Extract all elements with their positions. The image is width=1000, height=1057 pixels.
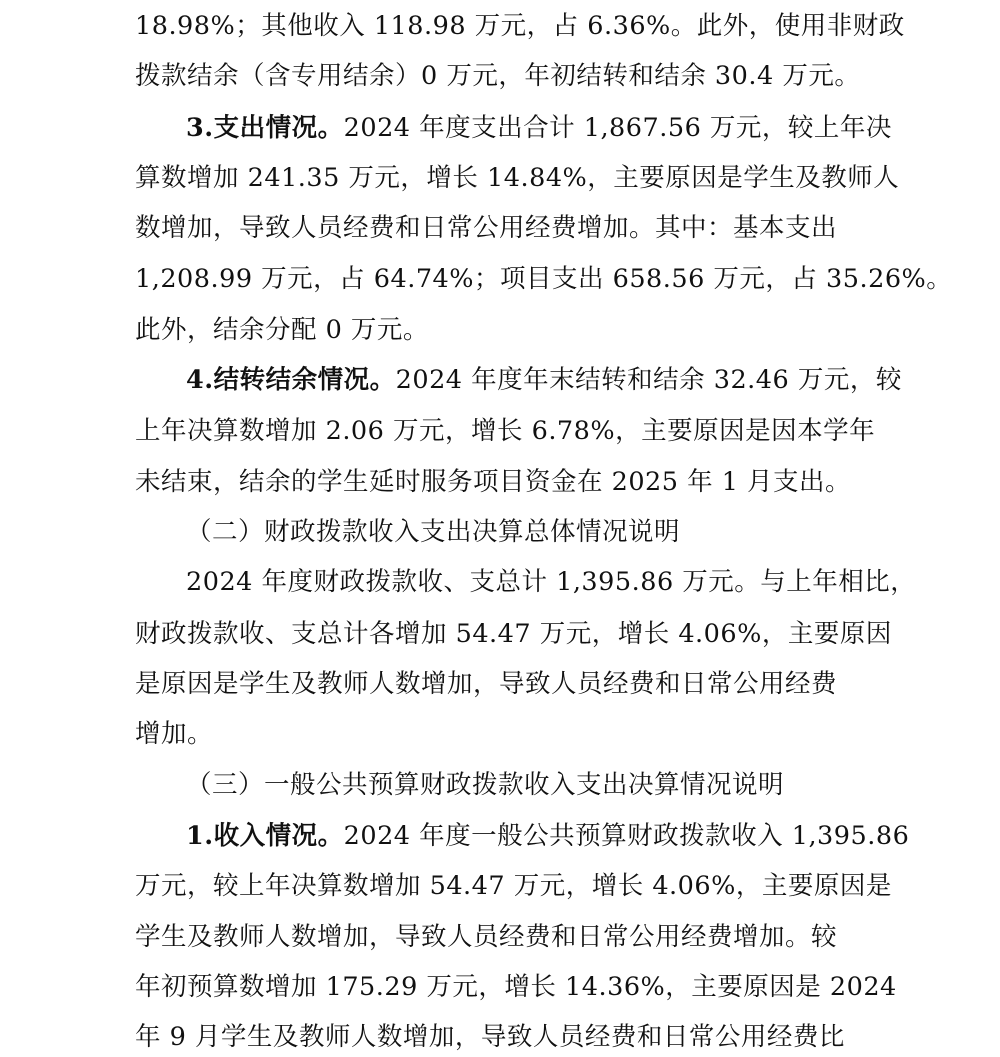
section-lead-carryover: 4.结转结余情况。	[186, 365, 396, 395]
paragraph-line: 数增加，导致人员经费和日常公用经费增加。其中：基本支出	[135, 213, 838, 243]
paragraph-line	[186, 108, 936, 148]
paragraph-line	[186, 360, 936, 400]
paragraph-text: 2024 年度年末结转和结余 32.46 万元，较	[395, 365, 902, 395]
paragraph-line: 18.98%；其他收入 118.98 万元，占 6.36%。此外，使用非财政	[135, 11, 905, 41]
section-heading: （二）财政拨款收入支出决算总体情况说明	[186, 517, 681, 547]
section-lead-expense: 3.支出情况。	[186, 113, 344, 143]
paragraph-line: 财政拨款收、支总计各增加 54.47 万元，增长 4.06%，主要原因	[135, 619, 892, 649]
paragraph-line: 年初预算数增加 175.29 万元，增长 14.36%，主要原因是 2024	[135, 972, 897, 1002]
paragraph-line: 此外，结余分配 0 万元。	[135, 315, 429, 345]
paragraph-text: 2024 年度支出合计 1,867.56 万元，较上年决	[343, 113, 892, 143]
paragraph-line: 万元，较上年决算数增加 54.47 万元，增长 4.06%，主要原因是	[135, 871, 892, 901]
paragraph-line	[186, 816, 936, 856]
paragraph-line: 年 9 月学生及教师人数增加，导致人员经费和日常公用经费比	[135, 1022, 845, 1052]
paragraph-line: 是原因是学生及教师人数增加，导致人员经费和日常公用经费	[135, 669, 838, 699]
paragraph-line: 拨款结余（含专用结余）0 万元，年初结转和结余 30.4 万元。	[135, 61, 861, 91]
section-heading: （三）一般公共预算财政拨款收入支出决算情况说明	[186, 770, 785, 800]
paragraph-line: 学生及教师人数增加，导致人员经费和日常公用经费增加。较	[135, 922, 838, 952]
paragraph-line: 1,208.99 万元，占 64.74%；项目支出 658.56 万元，占 35.26%。	[135, 264, 953, 294]
section-lead-income: 1.收入情况。	[186, 821, 344, 851]
paragraph-line: 增加。	[135, 719, 214, 749]
paragraph-line: 算数增加 241.35 万元，增长 14.84%，主要原因是学生及教师人	[135, 163, 900, 193]
paragraph-text: 2024 年度一般公共预算财政拨款收入 1,395.86	[343, 821, 910, 851]
paragraph-line: 未结束，结余的学生延时服务项目资金在 2025 年 1 月支出。	[135, 467, 852, 497]
paragraph-line: 2024 年度财政拨款收、支总计 1,395.86 万元。与上年相比，	[186, 567, 917, 597]
paragraph-line: 上年决算数增加 2.06 万元，增长 6.78%，主要原因是因本学年	[135, 416, 876, 446]
